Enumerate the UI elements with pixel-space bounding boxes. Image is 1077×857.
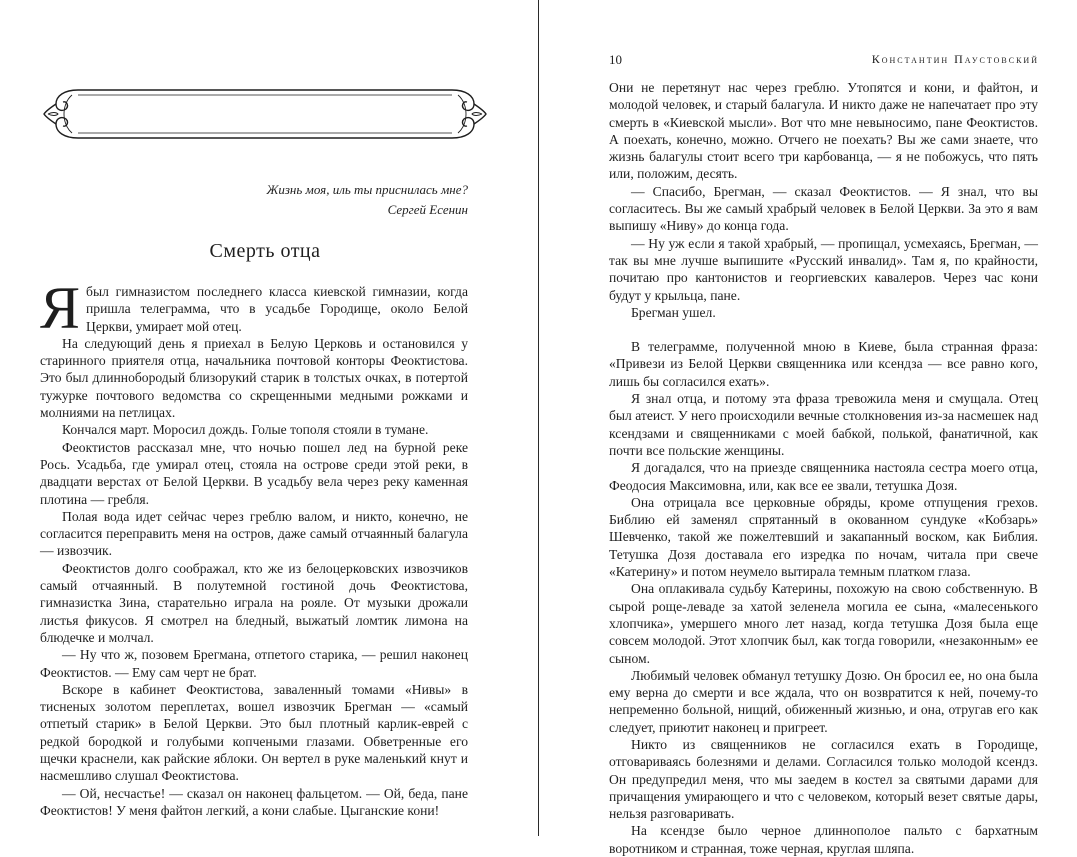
- paragraph: Она оплакивала судьбу Катерины, похожую на свою собственную. В сырой роще-леваде за хатой зеленела могила ее сына, «малесенького хлопчика», умершего много лет назад, когда тетушка Дозя была еще совсем молодой. Этот хлопчик был, как тогда говорили, «незаконным» ее сыном.: [609, 581, 1038, 666]
- right-page: [539, 0, 1077, 856]
- paragraph: Вскоре в кабинет Феоктистова, заваленный томами «Нивы» в тисненых золотом переплетах, вошел извозчик Брегман — «самый отпетый старик» в Белой Церкви. Это был плотный карлик-еврей с редкой бородкой и голубыми копчеными глазами. Обветренные его щечки краснели, как райские яблоки. Он вертел в руке маленький кнут и насмешливо слушал Феоктистова.: [40, 681, 468, 784]
- paragraph: Феоктистов рассказал мне, что ночью пошел лед на бурной реке Рось. Усадьба, где умирал отец, стояла на острове среди этой реки, в двадцати верстах от Белой Церкви. В усадьбу вела через реку каменная плотина — гребля.: [40, 439, 468, 507]
- paragraph: На ксендзе было черное длиннополое пальто с бархатным воротником и странная, тоже черная, круглая шляпа.: [609, 823, 1038, 856]
- left-page-text: [40, 275, 468, 819]
- paragraph: Она отрицала все церковные обряды, кроме отпущения грехов. Библию ей заменял спрятанный в окованном сундуке «Кобзарь» Шевченко, такой же пожелтевший и закапанный воском, как Библия. Тетушка Дозя доставала его изредка по ночам, читала при свече «Катерину» и потом неумело вытирала темным платком глаза.: [609, 494, 1038, 580]
- paragraph: — Ну что ж, позовем Брегмана, отпетого старика, — решил наконец Феоктистов. — Ему сам черт не брат.: [40, 647, 468, 680]
- paragraph: — Спасибо, Брегман, — сказал Феоктистов. — Я знал, что вы согласитесь. Вы же самый храбрый человек в Белой Церкви. За это я вам выпишу «Ниву» до конца года.: [609, 183, 1038, 234]
- paragraph: Никто из священников не согласился ехать в Городище, отговариваясь болезнями и делами. Согласился только молодой ксендз. Он предупредил меня, что мы заедем в костел за святыми дарами для причащения умирающего и что с человеком, который везет святые дары, нельзя разговаривать.: [609, 736, 1038, 822]
- paragraph: Они не перетянут нас через греблю. Утопятся и кони, и файтон, и молодой человек, и старый балагула. И никто даже не напечатает про эту смерть в «Киевской мысли». Вот что мне невыносимо, пане Феоктистов. А поехать, конечно, можно. Отчего не поехать? Вы же сами знаете, что жизнь балагулы стоит всего три карбованца, — я не побожусь, что пять или, положим, десять.: [609, 80, 1038, 182]
- paragraph: — Ой, несчастье! — сказал он наконец фальцетом. — Ой, беда, пане Феоктистов! У меня файтон легкий, а кони слабые. Цыганские кони!: [40, 785, 468, 818]
- chapter-title: Смерть отца: [209, 240, 321, 262]
- drop-cap: Я: [40, 275, 81, 341]
- right-page-text: [609, 79, 1038, 857]
- paragraph: Брегман ушел.: [631, 304, 716, 320]
- running-head: Константин Паустовский: [871, 52, 1039, 66]
- paragraph: Ябыл гимназистом последнего класса киевской гимназии, когда пришла телеграмма, что в усадьбе Городище, около Белой Церкви, умирает мой отец.: [40, 275, 468, 341]
- paragraph: Любимый человек обманул тетушку Дозю. Он бросил ее, но она была ему верна до смерти и все ждала, что он возвратится к ней, почему-то непременно больной, нищий, обиженный жизнью, и она, отругав его как следует, приютит наконец и пригреет.: [609, 667, 1038, 735]
- paragraph: Полая вода идет сейчас через греблю валом, и никто, конечно, не согласится переправить меня на остров, даже самый отчаянный балагула — извозчик.: [40, 508, 468, 559]
- left-page: [0, 0, 538, 836]
- page-number: 10: [609, 52, 622, 67]
- epigraph-quote: Жизнь моя, иль ты приснилась мне?: [266, 182, 468, 197]
- paragraph: На следующий день я приехал в Белую Церковь и остановился у старинного приятеля отца, начальника почтовой конторы Феоктистова. Это был длиннобородый близорукий старик в толстых очках, в потертой тужурке почтового ведомства со скрещенными медными рожками и молниями на петлицах.: [40, 335, 468, 421]
- paragraph: Я знал отца, и потому эта фраза тревожила меня и смущала. Отец был атеист. У него происходили вечные столкновения из-за насмешек над ксендзами и священниками с моей бабкой, полькой, фанатичной, как почти все польские женщины.: [609, 391, 1038, 458]
- paragraph: В телеграмме, полученной мною в Киеве, была странная фраза: «Привези из Белой Церкви священника или ксендза — все равно кого, лишь бы согласился ехать».: [609, 339, 1038, 389]
- ornamental-frame-icon: [42, 82, 488, 146]
- paragraph: — Ну уж если я такой храбрый, — пропищал, усмехаясь, Брегман, — так вы мне лучше выпишите «Русский инвалид». Там я, по крайности, почитаю про кантонистов и георгиевских кавалеров. Через час кони будут у крыльца, пане.: [609, 235, 1038, 303]
- paragraph: Я догадался, что на приезде священника настояла сестра моего отца, Феодосия Максимовна, или, как все ее звали, тетушка Дозя.: [609, 460, 1038, 493]
- paragraph: Кончался март. Моросил дождь. Голые тополя стояли в тумане.: [62, 422, 429, 438]
- paragraph: Феоктистов долго соображал, кто же из белоцерковских извозчиков самый отчаянный. В полутемной гостиной дочь Феоктистова, гимназистка Зина, старательно играла на рояле. От музыки дрожали листья фикусов. Я смотрел на бледный, выжатый ломтик лимона на блюдечке и молчал.: [40, 560, 468, 645]
- epigraph-author: Сергей Есенин: [387, 202, 468, 217]
